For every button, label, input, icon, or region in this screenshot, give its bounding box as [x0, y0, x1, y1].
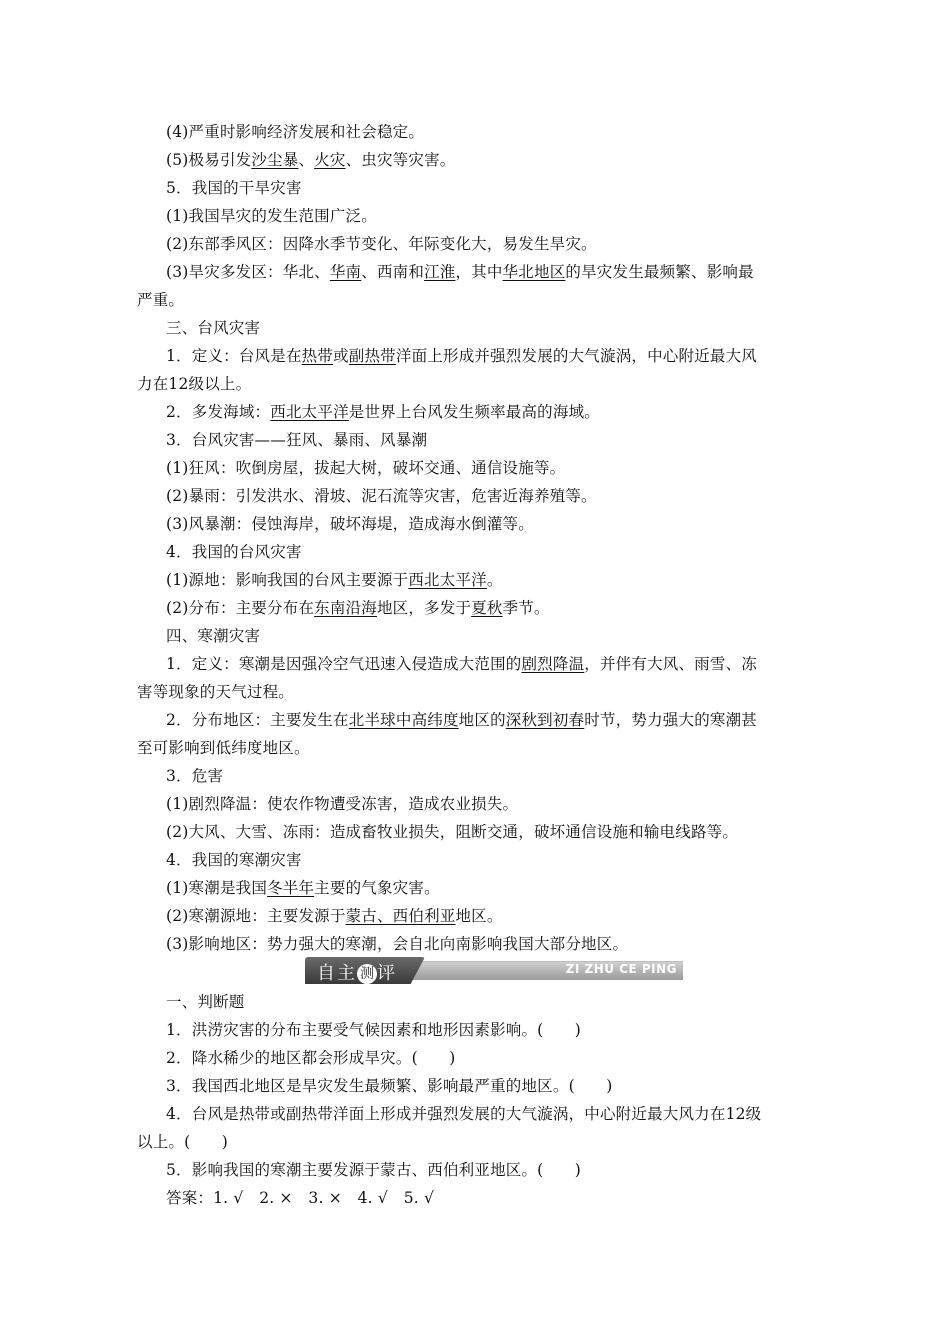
cold-def: 1．定义：寒潮是因强冷空气迅速入侵造成大范围的剧烈降温，并伴有大风、雨雪、冻: [166, 655, 757, 673]
item-5: (5)极易引发沙尘暴、火灾、虫灾等灾害。: [166, 151, 456, 169]
banner-ce-badge: 测: [357, 964, 377, 984]
banner-title: 自主 测 评: [317, 963, 397, 984]
cold-china-3: (3)影响地区：势力强大的寒潮，会自北向南影响我国大部分地区。: [166, 935, 629, 953]
typhoon-def: 1．定义：台风是在热带或副热带洋面上形成并强烈发展的大气漩涡，中心附近最大风: [166, 347, 757, 365]
quiz-q1: 1．洪涝灾害的分布主要受气候因素和地形因素影响。( ): [166, 1021, 582, 1039]
cold-harm-heading: 3．危害: [166, 767, 224, 785]
cold-china-2: (2)寒潮源地：主要发源于蒙古、西伯利亚地区。: [166, 907, 503, 925]
cold-def-cont: 害等现象的天气过程。: [137, 683, 295, 701]
drought-p3: (3)旱灾多发区：华北、华南、西南和江淮，其中华北地区的旱灾发生最频繁、影响最: [166, 263, 754, 281]
typhoon-china-heading: 4．我国的台风灾害: [166, 543, 302, 561]
cold-area-cont: 至可影响到低纬度地区。: [137, 739, 310, 757]
drought-p2: (2)东部季风区：因降水季节变化、年际变化大，易发生旱灾。: [166, 235, 597, 253]
item-4: (4)严重时影响经济发展和社会稳定。: [166, 123, 425, 141]
cold-title: 四、寒潮灾害: [166, 627, 261, 645]
typhoon-sea: 2．多发海域：西北太平洋是世界上台风发生频率最高的海域。: [166, 403, 600, 421]
typhoon-distribution: (2)分布：主要分布在东南沿海地区，多发于夏秋季节。: [166, 599, 550, 617]
typhoon-source: (1)源地：影响我国的台风主要源于西北太平洋。: [166, 571, 503, 589]
quiz-q5: 5．影响我国的寒潮主要发源于蒙古、西伯利亚地区。( ): [166, 1161, 582, 1179]
typhoon-def-cont: 力在12级以上。: [137, 375, 252, 393]
typhoon-wind: (1)狂风：吹倒房屋，拔起大树，破坏交通、通信设施等。: [166, 459, 566, 477]
cold-harm-1: (1)剧烈降温：使农作物遭受冻害，造成农业损失。: [166, 795, 519, 813]
cold-area: 2．分布地区：主要发生在北半球中高纬度地区的深秋到初春时节，势力强大的寒潮甚: [166, 711, 757, 729]
typhoon-title: 三、台风灾害: [166, 319, 261, 337]
quiz-q3: 3．我国西北地区是旱灾发生最频繁、影响最严重的地区。( ): [166, 1077, 613, 1095]
self-assessment-banner: [305, 957, 683, 984]
drought-p1: (1)我国旱灾的发生范围广泛。: [166, 207, 377, 225]
typhoon-rain: (2)暴雨：引发洪水、滑坡、泥石流等灾害，危害近海养殖等。: [166, 487, 597, 505]
banner-pinyin: ZI ZHU CE PING: [565, 962, 677, 976]
typhoon-surge: (3)风暴潮：侵蚀海岸，破坏海堤，造成海水倒灌等。: [166, 515, 534, 533]
quiz-title: 一、判断题: [166, 993, 245, 1011]
quiz-q2: 2．降水稀少的地区都会形成旱灾。( ): [166, 1049, 456, 1067]
cold-harm-2: (2)大风、大雪、冻雨：造成畜牧业损失，阻断交通，破坏通信设施和输电线路等。: [166, 823, 739, 841]
drought-p3-cont: 严重。: [137, 291, 185, 309]
cold-china-1: (1)寒潮是我国冬半年主要的气象灾害。: [166, 879, 440, 897]
cold-china-heading: 4．我国的寒潮灾害: [166, 851, 302, 869]
typhoon-hazards-heading: 3．台风灾害——狂风、暴雨、风暴潮: [166, 431, 428, 449]
drought-heading: 5．我国的干旱灾害: [166, 179, 302, 197]
quiz-q4-cont: 以上。( ): [137, 1133, 228, 1151]
quiz-answer: 答案：1. √ 2. × 3. × 4. √ 5. √: [166, 1189, 435, 1207]
quiz-q4: 4．台风是热带或副热带洋面上形成并强烈发展的大气漩涡，中心附近最大风力在12级: [166, 1105, 762, 1123]
